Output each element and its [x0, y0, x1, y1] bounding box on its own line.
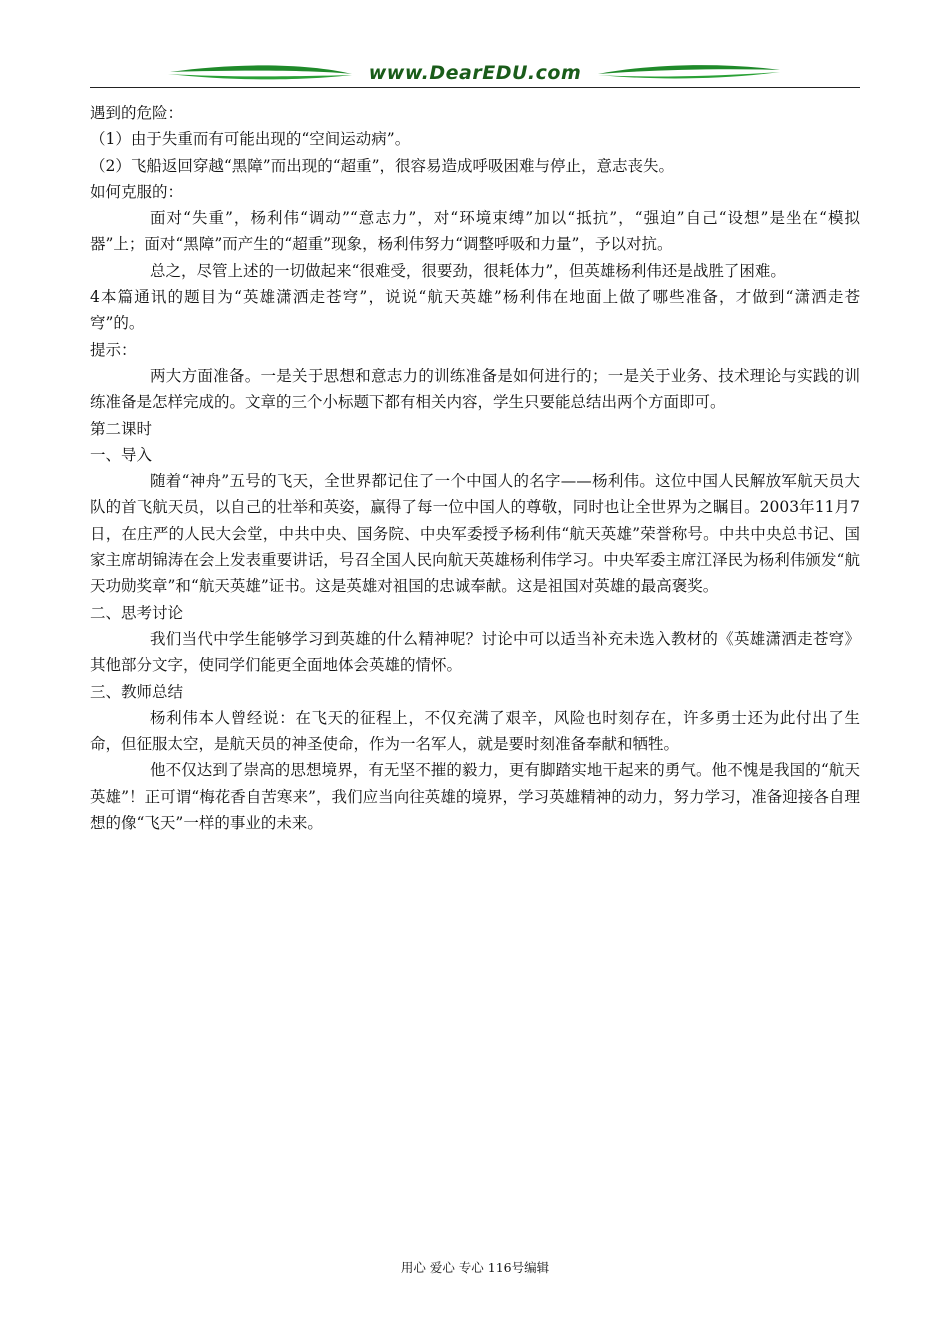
body-line: （2）飞船返回穿越“黑障”而出现的“超重”，很容易造成呼吸困难与停止，意志丧失。	[90, 156, 675, 175]
body-line: （1）由于失重而有可能出现的“空间运动病”。	[90, 130, 411, 149]
site-logo-text: www.DearEDU.com	[368, 62, 582, 84]
document-body	[90, 100, 860, 836]
section-heading: 一、导入	[90, 445, 153, 464]
body-paragraph: 面对“失重”，杨利伟“调动”“意志力”，对“环境束缚”加以“抵抗”，“强迫”自己“设想”是坐在“模拟器”上；面对“黑障”而产生的“超重”现象，杨利伟努力“调整呼吸和力量”，予以对抗。	[90, 209, 860, 254]
header-divider	[90, 87, 860, 88]
question-paragraph: 4本篇通讯的题目为“英雄潇洒走苍穹”，说说“航天英雄”杨利伟在地面上做了哪些准备，才做到“潇洒走苍穹”的。	[90, 288, 860, 333]
body-paragraph: 随着“神舟”五号的飞天，全世界都记住了一个中国人的名字——杨利伟。这位中国人民解放军航天员大队的首飞航天员，以自己的壮举和英姿，赢得了每一位中国人的尊敬，同时也让全世界为之瞩目。2003年11月7日，在庄严的人民大会堂，中共中央、国务院、中央军委授予杨利伟“航天英雄”荣誉称号。中共中央总书记、国家主席胡锦涛在会上发表重要讲话，号召全国人民向航天英雄杨利伟学习。中央军委主席江泽民为杨利伟颁发“航天功勋奖章”和“航天英雄”证书。这是英雄对祖国的忠诚奉献。这是祖国对英雄的最高褒奖。	[90, 472, 860, 596]
page-footer: 用心 爱心 专心 116号编辑	[400, 1260, 550, 1275]
site-header	[90, 58, 860, 90]
body-paragraph: 杨利伟本人曾经说：在飞天的征程上，不仅充满了艰辛，风险也时刻存在，许多勇士还为此付出了生命，但征服太空，是航天员的神圣使命，作为一名军人，就是要时刻准备奉献和牺牲。	[90, 708, 860, 754]
body-paragraph: 他不仅达到了崇高的思想境界，有无坚不摧的毅力，更有脚踏实地干起来的勇气。他不愧是我国的“航天英雄”！正可谓“梅花香自苦寒来”，我们应当向往英雄的境界，学习英雄精神的动力，努力学习，准备迎接各自理想的像“飞天”一样的事业的未来。	[90, 761, 860, 833]
section-heading: 第二课时	[90, 419, 153, 438]
section-heading: 二、思考讨论	[90, 603, 184, 622]
body-line: 提示：	[90, 340, 137, 359]
body-line: 如何克服的：	[90, 182, 184, 201]
body-paragraph: 我们当代中学生能够学习到英雄的什么精神呢？讨论中可以适当补充未选入教材的《英雄潇洒走苍穹》其他部分文字，使同学们能更全面地体会英雄的情怀。	[90, 629, 860, 675]
body-paragraph: 两大方面准备。一是关于思想和意志力的训练准备是如何进行的；一是关于业务、技术理论与实践的训练准备是怎样完成的。文章的三个小标题下都有相关内容，学生只要能总结出两个方面即可。	[90, 366, 860, 412]
body-paragraph: 总之，尽管上述的一切做起来“很难受，很要劲，很耗体力”，但英雄杨利伟还是战胜了困难。	[150, 261, 786, 280]
section-heading: 三、教师总结	[90, 682, 184, 701]
body-line: 遇到的危险：	[90, 104, 184, 122]
